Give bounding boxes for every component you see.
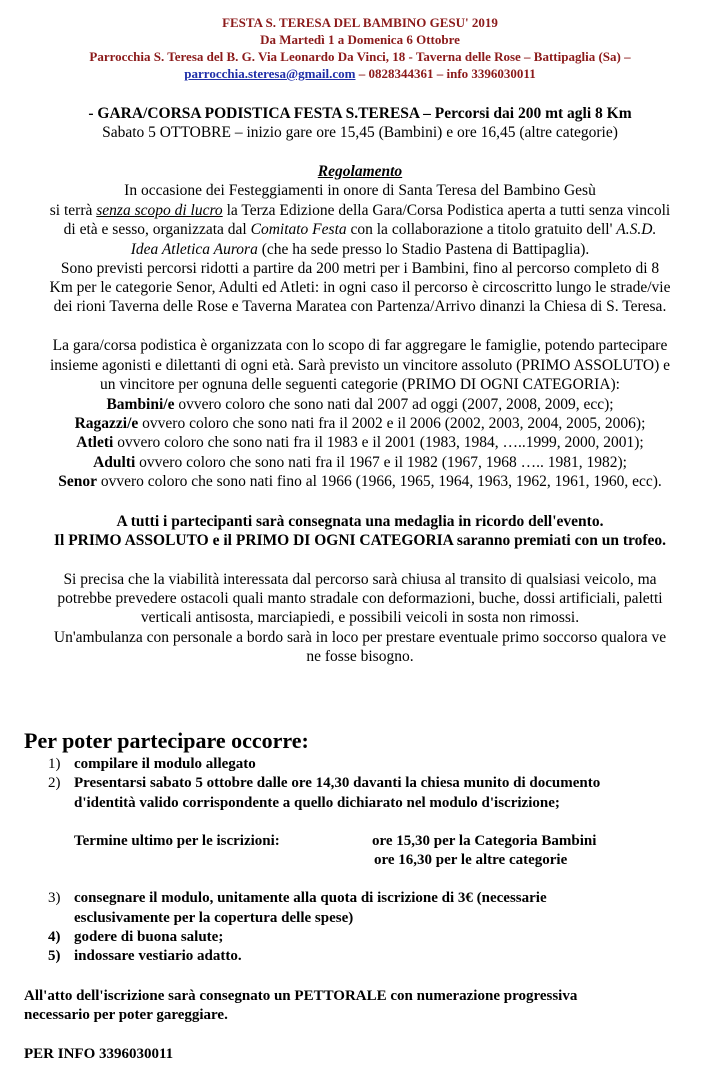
ambulance-line1: Un'ambulanza con personale a bordo sarà in loco per prestare eventuale primo soccorso qualora ve [53,629,667,646]
ambulance-line2: ne fosse bisogno. [306,648,414,665]
rules-p1-line4: Idea Atletica Aurora (che ha sede presso lo Stadio Pastena di Battipaglia). [130,241,590,258]
festival-dates: Da Martedì 1 a Domenica 6 Ottobre [260,32,460,47]
info-phone: PER INFO 3396030011 [24,1046,174,1062]
list-item: 1) compilare il modulo allegato [48,756,256,772]
category-bambini: Bambini/e ovvero coloro che sono nati dal 2007 ad oggi (2007, 2008, 2009, ecc); [106,396,614,413]
rules-p1-line1: In occasione dei Festeggiamenti in onore di Santa Teresa del Bambino Gesù [124,182,596,199]
rules-p2-line2: insieme agonisti e dilettanti di ogni età. Sarà previsto un vincitore assoluto (PRIMO ASSOLUTO) e [49,357,671,374]
rules-p1-line6: Km per le categorie Senor, Adulti ed Atleti: in ogni caso il percorso è circoscritto lungo le strade/vie [49,279,671,296]
medal-note: A tutti i partecipanti sarà consegnata una medaglia in ricordo dell'evento. [116,513,604,530]
list-item: 5) indossare vestiario adatto. [48,948,242,964]
road-note-line1: Si precisa che la viabilità interessata dal percorso sarà chiusa al transito di qualsiasi veicolo, ma [63,571,657,588]
participation-heading: Per poter partecipare occorre: [24,728,309,753]
contact-line [0,65,720,82]
deadline-label: Termine ultimo per le iscrizioni: [74,833,280,849]
list-item: 3) consegnare il modulo, unitamente alla quota di iscrizione di 3€ (necessarie [48,890,547,906]
bib-note-line1: All'atto dell'iscrizione sarà consegnato un PETTORALE con numerazione progressiva [24,988,578,1004]
category-senor: Senor ovvero coloro che sono nati fino al 1966 (1966, 1965, 1964, 1963, 1962, 1961, 1960, ecc). [58,473,662,490]
parish-address: Parrocchia S. Teresa del B. G. Via Leonardo Da Vinci, 18 - Taverna delle Rose – Battipaglia (Sa) – [89,49,631,64]
rules-p1-line3: di età e sesso, organizzata dal Comitato Festa con la collaborazione a titolo gratuito dell' A.S.D. [63,221,657,238]
category-ragazzi: Ragazzi/e ovvero coloro che sono nati fra il 2002 e il 2006 (2002, 2003, 2004, 2005, 2006); [74,415,646,432]
deadline-bambini: ore 15,30 per la Categoria Bambini [372,833,597,849]
rules-heading: Regolamento [317,163,403,180]
rules-p1-line7: dei rioni Taverna delle Rose e Taverna Maratea con Partenza/Arrivo dinanzi la Chiesa di S. Teresa. [53,298,667,315]
category-atleti: Atleti ovvero coloro che sono nati fra il 1983 e il 2001 (1983, 1984, …..1999, 2000, 2001); [76,434,644,451]
road-note-line3: verticali antisosta, marciapiedi, e possibili veicoli in sosta non rimossi. [140,609,580,626]
festival-title: FESTA S. TERESA DEL BAMBINO GESU' 2019 [222,15,498,30]
rules-p1-line5: Sono previsti percorsi ridotti a partire da 200 metri per i Bambini, fino al percorso completo di 8 [60,260,660,277]
phone-numbers: – 0828344361 – info 3396030011 [355,66,536,81]
category-adulti: Adulti ovvero coloro che sono nati fra il 1967 e il 1982 (1967, 1968 ….. 1981, 1982); [93,454,627,471]
rules-p1-line2: si terrà senza scopo di lucro la Terza Edizione della Gara/Corsa Podistica aperta a tutti senza vincoli [49,202,671,219]
trophy-note: Il PRIMO ASSOLUTO e il PRIMO DI OGNI CATEGORIA saranno premiati con un trofeo. [53,532,666,549]
bib-note-line2: necessario per poter gareggiare. [24,1007,228,1023]
event-title: - GARA/CORSA PODISTICA FESTA S.TERESA – Percorsi dai 200 mt agli 8 Km [88,105,632,122]
list-item: 2) Presentarsi sabato 5 ottobre dalle ore 14,30 davanti la chiesa munito di documento [48,775,601,791]
deadline-others: ore 16,30 per le altre categorie [374,852,568,868]
list-item-continuation: esclusivamente per la copertura delle spese) [74,910,354,926]
list-item: 4) godere di buona salute; [48,929,224,945]
email-link[interactable]: parrocchia.steresa@gmail.com [184,66,356,81]
list-item-continuation: d'identità valido corrispondente a quello dichiarato nel modulo d'iscrizione; [74,795,560,811]
rules-p2-line1: La gara/corsa podistica è organizzata con lo scopo di far aggregare le famiglie, potendo partecipare [52,337,668,354]
rules-p2-line3: un vincitore per ognuna delle seguenti categorie (PRIMO DI OGNI CATEGORIA): [100,376,620,393]
road-note-line2: potrebbe prevedere ostacoli quali manto stradale con deformazioni, buche, dossi artificiali, paletti [57,590,663,607]
event-schedule: Sabato 5 OTTOBRE – inizio gare ore 15,45 (Bambini) e ore 16,45 (altre categorie) [102,124,618,141]
